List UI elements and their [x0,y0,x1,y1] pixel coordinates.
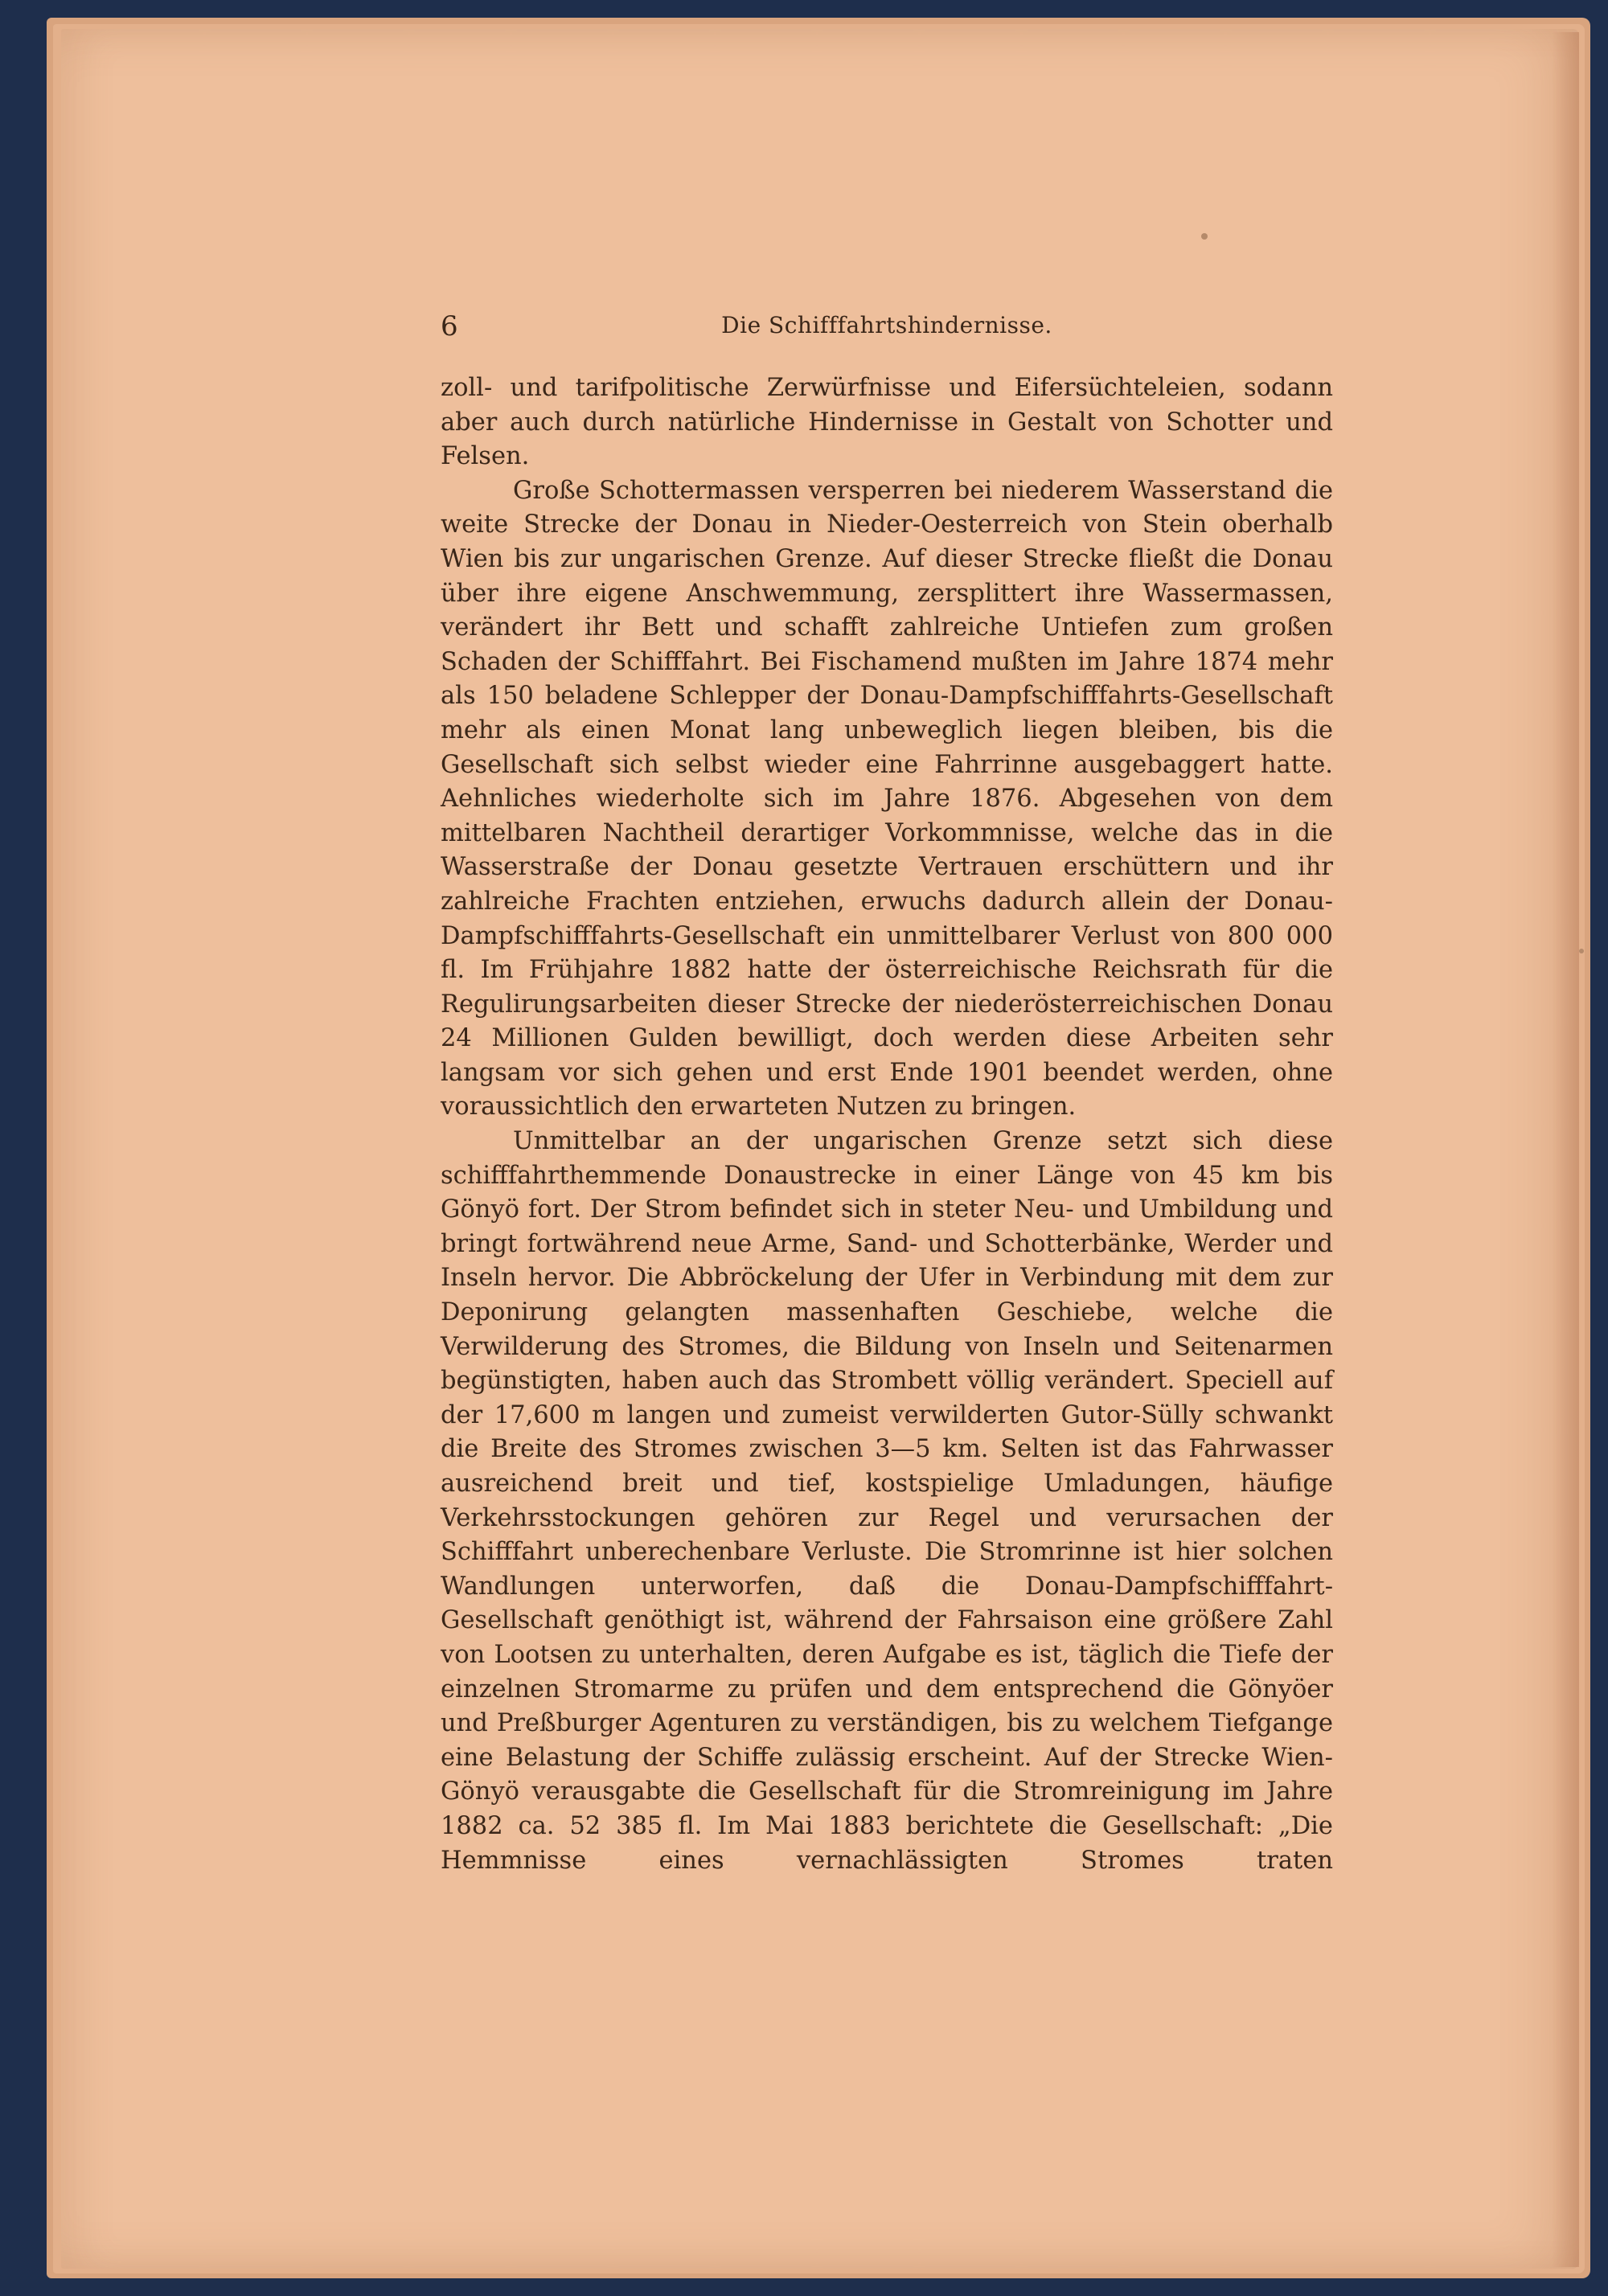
paragraph-3: Unmittelbar an der ungarischen Grenze setzt sich diese schifffahrthemmende Donaustrecke in einer Länge von 45 km bis Gönyö fort. Der Strom befindet sich in steter Neu- und Umbildung und bringt fortwährend neue Arme, Sand- und Schotterbänke, Werder und Inseln hervor. Die Abbröckelung der Ufer in Verbindung mit dem zur Deponirung gelangten massenhaften Geschiebe, welche die Verwilderung des Stromes, die Bildung von Inseln und Seitenarmen begünstigten, haben auch das Strombett völlig verändert. Speciell auf der 17,600 m langen und zumeist verwilderten Gutor-Sülly schwankt die Breite des Stromes zwischen 3—5 km. Selten ist das Fahrwasser ausreichend breit und tief, kostspielige Umladungen, häufige Verkehrsstockungen gehören zur Regel und verursachen der Schifffahrt unberechenbare Verluste. Die Stromrinne ist hier solchen Wandlungen unterworfen, daß die Donau-Dampfschifffahrt-Gesellschaft genöthigt ist, während der Fahrsaison eine größere Zahl von Lootsen zu unterhalten, deren Aufgabe es ist, täglich die Tiefe der einzelnen Stromarme zu prüfen und dem entsprechend die Gönyöer und Preßburger Agenturen zu verständigen, bis zu welchem Tiefgange eine Belastung der Schiffe zulässig erscheint. Auf der Strecke Wien-Gönyö verausgabte die Gesellschaft für die Stromreinigung im Jahre 1882 ca. 52 385 fl. Im Mai 1883 berichtete die Gesellschaft: „Die Hemmnisse eines vernachlässigten Stromes traten [441,1127,1333,1875]
page-header [441,310,1333,351]
page-edge-shadow [1552,32,1579,2267]
paragraph-2: Große Schottermassen versperren bei niederem Wasserstand die weite Strecke der Donau in Nieder-Oesterreich von Stein oberhalb Wien bis zur ungarischen Grenze. Auf dieser Strecke fließt die Donau über ihre eigene Anschwemmung, zersplittert ihre Wassermassen, verändert ihr Bett und schafft zahlreiche Untiefen zum großen Schaden der Schifffahrt. Bei Fischamend mußten im Jahre 1874 mehr als 150 beladene Schlepper der Donau-Dampfschifffahrts-Gesellschaft mehr als einen Monat lang unbeweglich liegen bleiben, bis die Gesellschaft sich selbst wieder eine Fahrrinne ausgebaggert hatte. Aehnliches wiederholte sich im Jahre 1876. Abgesehen von dem mittelbaren Nachtheil derartiger Vorkommnisse, welche das in die Wasserstraße der Donau gesetzte Vertrauen erschüttern und ihr zahlreiche Frachten entziehen, erwuchs dadurch allein der Donau-Dampfschifffahrts-Gesellschaft ein unmittelbarer Verlust von 800 000 fl. Im Frühjahre 1882 hatte der österreichische Reichsrath für die Regulirungsarbeiten dieser Strecke der niederösterreichischen Donau 24 Millionen Gulden bewilligt, doch werden diese Arbeiten sehr langsam vor sich gehen und erst Ende 1901 beendet werden, ohne voraussichtlich den erwarteten Nutzen zu bringen. [441,476,1333,1121]
paper-stain [1201,233,1208,240]
paper-stain [1579,949,1584,953]
paragraph-1: zoll- und tarifpolitische Zerwürfnisse und Eifersüchteleien, sodann aber auch durch natürliche Hindernisse in Gestalt von Schotter und Felsen. [441,374,1333,471]
running-title: Die Schifffahrtshindernisse. [721,312,1052,338]
page-number: 6 [441,310,458,342]
body-text [441,371,1333,1878]
